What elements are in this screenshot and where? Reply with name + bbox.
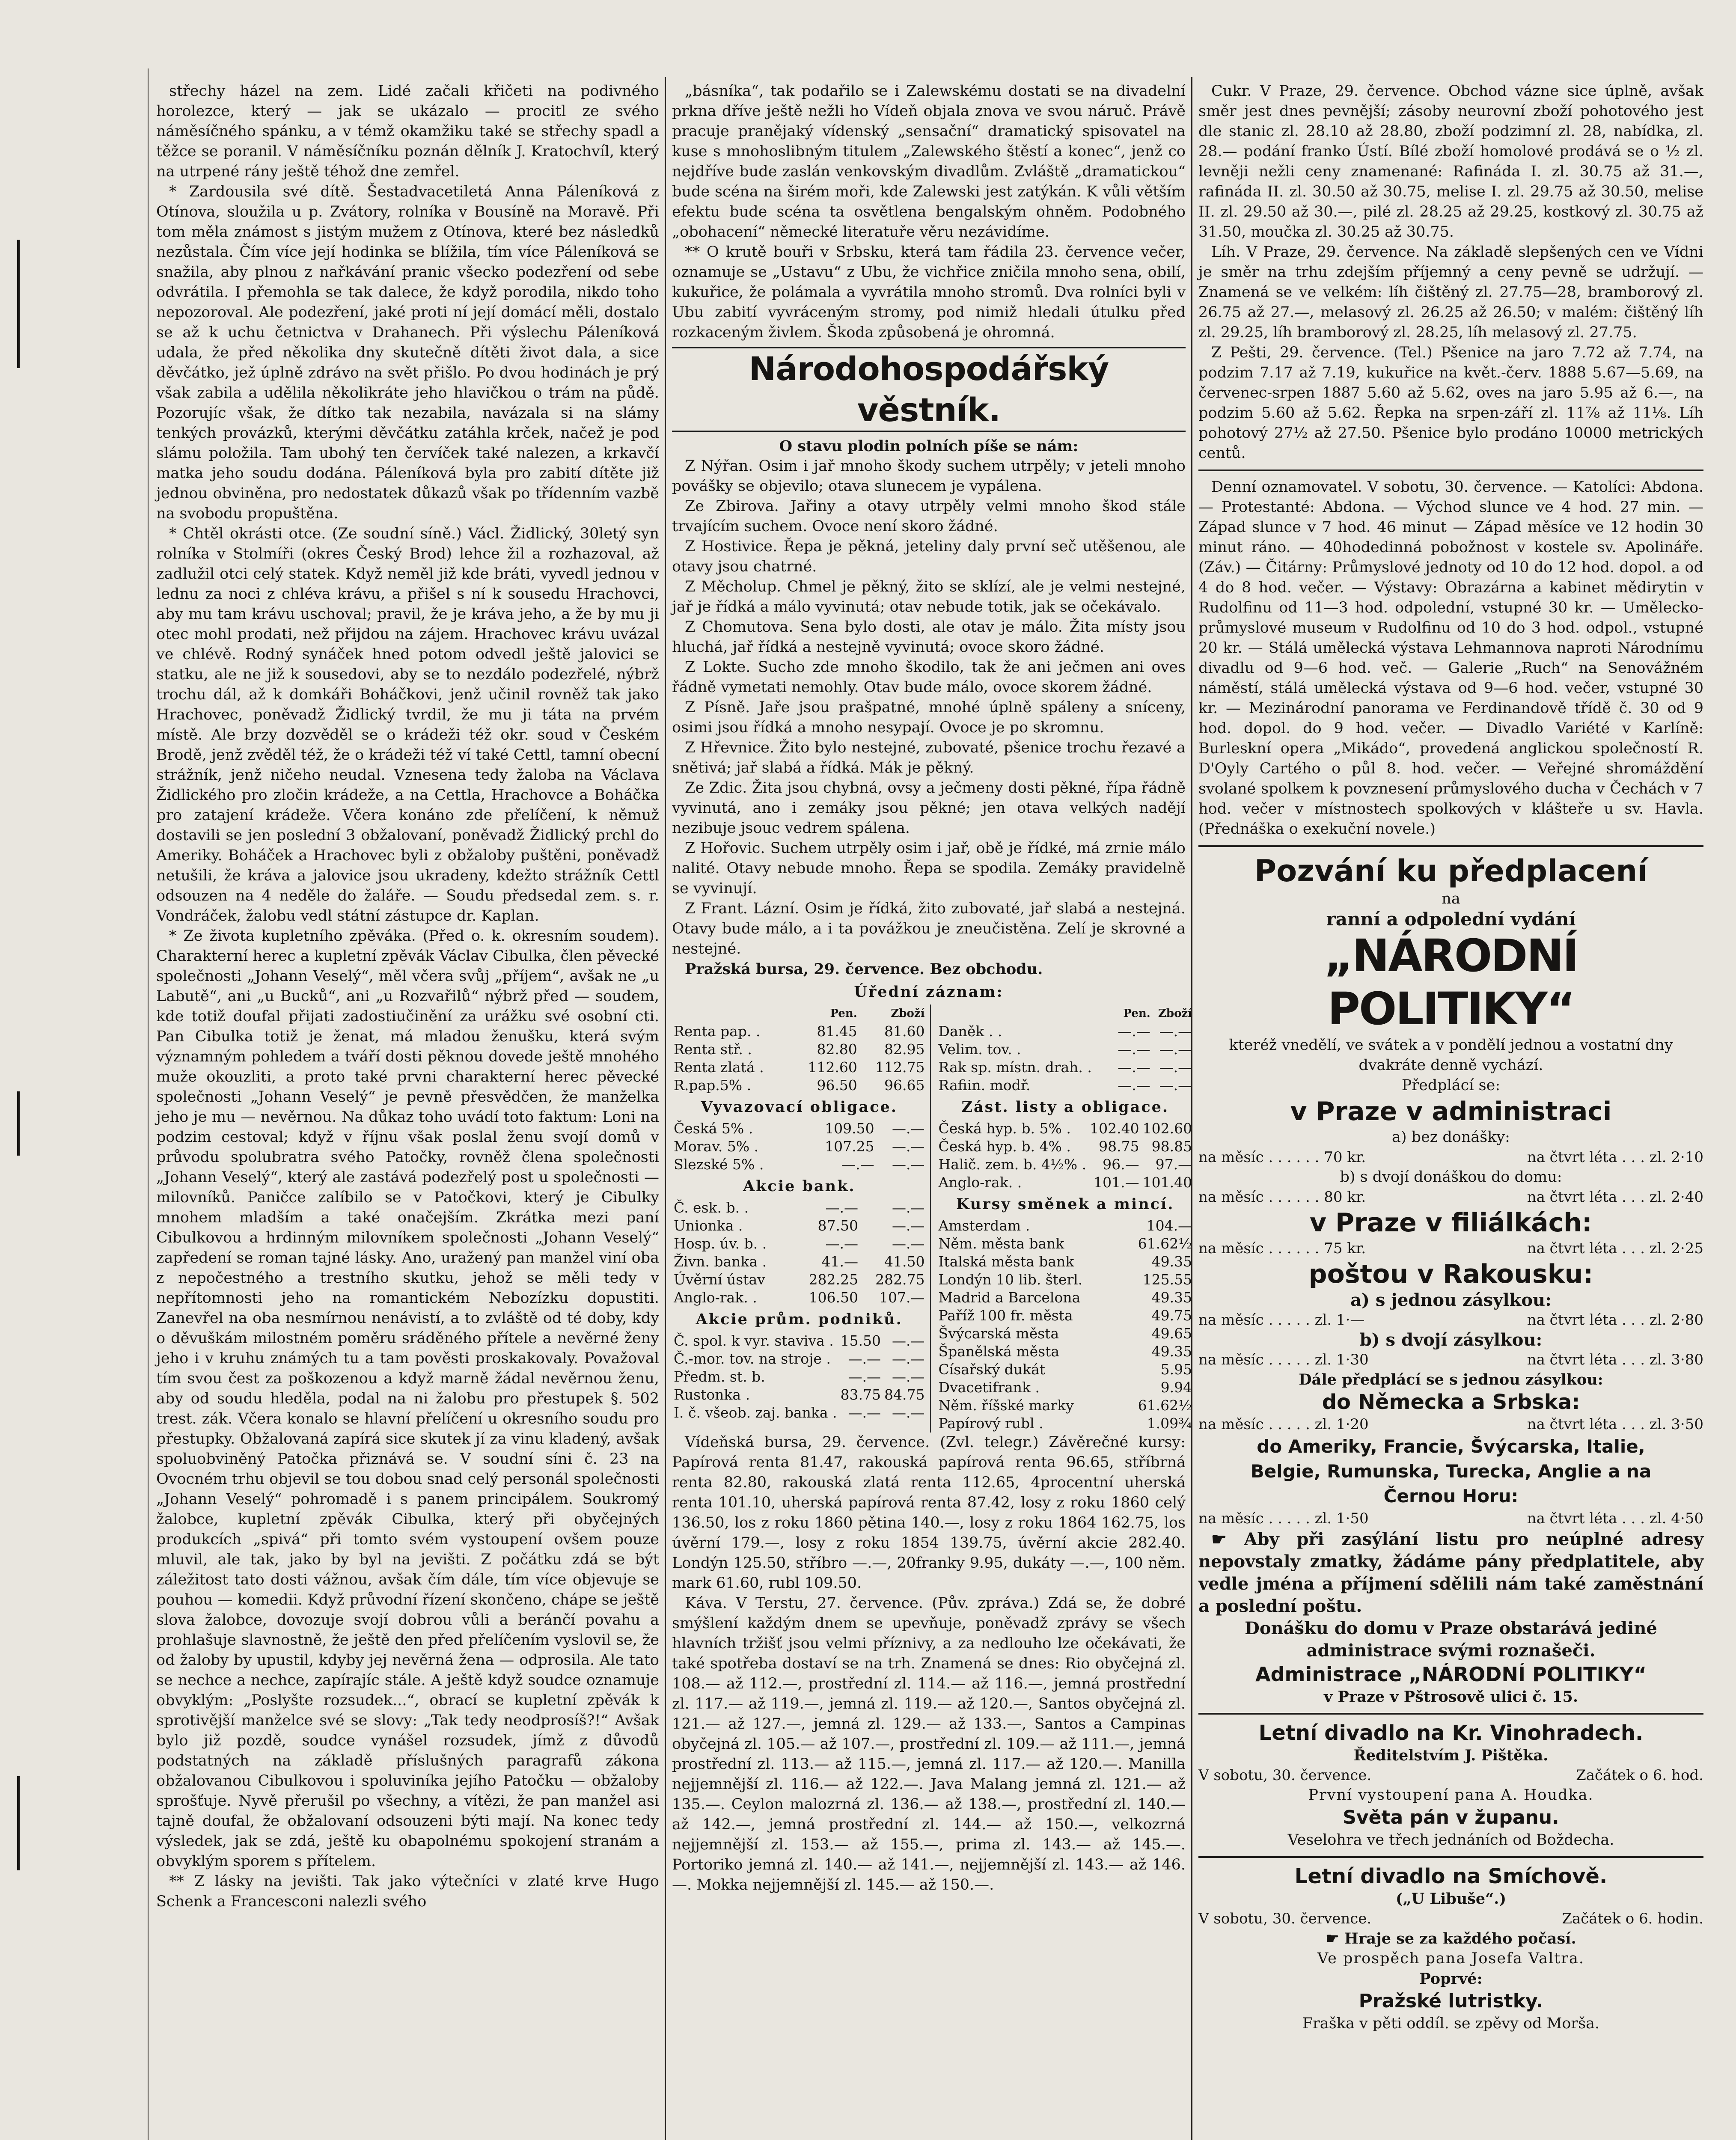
table-cell-zbozi: 82.95 — [884, 1041, 925, 1058]
table-cell-pen: 106.50 — [809, 1289, 859, 1306]
table-row — [937, 1253, 1194, 1271]
table-cell-val: 49.65 — [1151, 1325, 1192, 1342]
ad-date-row — [1198, 1766, 1703, 1785]
table-cell-name: Rak sp. místn. drah. . — [938, 1059, 1092, 1076]
table-row — [672, 1404, 927, 1422]
table-cell-name: Česká hyp. b. 5% . — [938, 1120, 1071, 1137]
table-row — [937, 1271, 1194, 1289]
column-divider — [665, 77, 666, 2140]
ad-date: V sobotu, 30. července. — [1198, 1910, 1372, 1927]
official-right-table — [937, 1005, 1194, 1094]
table-cell-name: Slezské 5% . — [674, 1156, 764, 1173]
margin-mark — [17, 240, 20, 368]
crop-report: Z Hořovic. Suchem utrpěly osim i jař, obě je řídké, má zrnie málo nalité. Otavy nebude mnoho. Řepa se spodila. Zemáky pravidelně se vyvinují. — [672, 840, 1186, 897]
price-right: na čtvrt léta . . . zl. 4·50 — [1527, 1510, 1703, 1527]
margin-mark — [17, 1776, 20, 1870]
report-heading: O stavu plodin polních píše se nám: — [779, 437, 1079, 455]
table-cell-zbozi: —.— — [892, 1332, 925, 1349]
daily-announcer: Denní oznamovatel. V sobotu, 30. července. — Katolíci: Abdona. — Protestanté: Abdona. — Východ slunce ve 4 hod. 27 min. — Západ slunce v 7 hod. 46 minut — Západ měsíce ve 12 hodin 30 minut ráno. — 40hodedinná pobožnost v kostele sv. Apolináře. (Záv.) — Čitárny: Průmyslové jednoty od 10 do 12 hod. dopol. a od 4 do 8 hod. večer. — Výstavy: Obrazárna a kabinet mědirytin v Rudolfinu od 11—3 hod. odpolední, vstupné 30 kr. — Umělecko-průmyslové museum v Rudolfinu od 10 do 3 hod. odpol., vstupné 20 kr. — Stálá umělecká výstava Lehmannova naproti Národnímu divadlu od 9—6 hod. več. — Galerie „Ruch“ na Senovážném náměstí, stálá umělecká výstava od 9—6 hod. večer, vstupné 30 kr. — Mezinárodní panorama ve Ferdinandově třídě č. 30 od 9 hod. dopol. do 9 hod. večer. — Divadlo Variété v Karlíně: Burleskní opera „Mikádo“, provedená anglickou společností R. D'Oyly Cartého o půl 8. hod. večer. — Veřejné shromáždění svolané spolkem k povznesení průmyslového ducha v Čechách v 7 hod. večer v místnostech spolkových v klášteře u sv. Havla. (Přednáška o exekuční novele.) — [1198, 479, 1703, 838]
col-zbozi: Zboží — [891, 1007, 925, 1020]
ad-text: Ředitelstvím J. Pištěka. — [1353, 1747, 1549, 1764]
table-header: Vyvazovací obligace. — [701, 1098, 898, 1116]
table-row — [672, 1156, 927, 1174]
table-header: Zást. listy a obligace. — [961, 1098, 1169, 1116]
table-cell-zbozi: —.— — [892, 1368, 925, 1385]
price-row — [1198, 1350, 1703, 1370]
table-cell-zbozi: 102.60 — [1142, 1120, 1192, 1137]
table-row — [937, 1076, 1194, 1094]
table-cell-name: Renta zlatá . — [674, 1059, 764, 1076]
table-cell-pen: 82.80 — [817, 1041, 857, 1058]
table-row — [672, 1386, 927, 1404]
ad-text: kteréž vnedělí, ve svátek a v pondělí jednou a vostatní dny dvakráte denně vychází. — [1229, 1037, 1673, 1074]
bourse-tables — [672, 1005, 1192, 1433]
crop-report: Z Písně. Jaře jsou prašpatné, mnohé úplně spáleny a sníceny, osimi jsou řídká a mnoho nesypají. Ovoce je po skromnu. — [672, 699, 1186, 736]
table-row — [937, 1289, 1194, 1307]
table-cell-name: Amsterdam . — [938, 1217, 1030, 1234]
akcie-table — [672, 1199, 927, 1307]
separator — [1198, 845, 1703, 847]
table-cell-zbozi: 282.75 — [875, 1271, 925, 1288]
ad-heading: Belgie, Rumunska, Turecka, Anglie a na — [1250, 1461, 1652, 1482]
table-cell-zbozi: —.— — [1159, 1059, 1192, 1076]
table-cell-zbozi: —.— — [892, 1235, 925, 1252]
ad-heading: Letní divadlo na Smíchově. — [1294, 1864, 1608, 1888]
table-cell-name: Č. spol. k vyr. staviva . — [674, 1332, 834, 1349]
table-cell-pen: 102.40 — [1090, 1120, 1139, 1137]
price-left: na měsíc . . . . . . 80 kr. — [1198, 1189, 1366, 1206]
table-row — [672, 1271, 927, 1289]
table-cell-zbozi: 96.65 — [884, 1077, 925, 1094]
price-row — [1198, 1310, 1703, 1330]
ad-subtitle: ranní a odpolední vydání — [1326, 909, 1576, 930]
table-row — [937, 1397, 1194, 1415]
article-text: střechy házel na zem. Lidé začali křičeti na podivného horolezce, který — jak se ukázalo — procitl ze svého náměsíčného spánku, a v témž okamžiku také se střechy spadl a těžce se poranil. V náměsíčníku poznán dělník J. Kratochvíl, který na utrpené rány ještě téhož dne zemřel. — [156, 83, 659, 180]
ad-heading: poštou v Rakousku: — [1308, 1259, 1593, 1289]
table-row — [672, 1253, 927, 1271]
table-header: Kursy směnek a mincí. — [956, 1195, 1174, 1213]
table-row — [672, 1076, 927, 1094]
table-row — [937, 1217, 1194, 1235]
price-left: na měsíc . . . . . zl. 1·30 — [1198, 1351, 1369, 1368]
table-cell-val: 61.62½ — [1138, 1235, 1192, 1252]
table-cell-pen: —.— — [1118, 1023, 1150, 1040]
table-cell-name: Česká 5% . — [674, 1120, 753, 1137]
ad-text: b) s dvojí donáškou do domu: — [1340, 1168, 1562, 1186]
table-cell-name: Papírový rubl . — [938, 1415, 1043, 1432]
ad-heading: do Německa a Srbska: — [1322, 1390, 1580, 1414]
table-cell-zbozi: —.— — [892, 1350, 925, 1367]
table-cell-pen: 109.50 — [825, 1120, 874, 1137]
table-row — [672, 1138, 927, 1156]
crop-report: Z Lokte. Sucho zde mnoho škodilo, tak že ani ječmen ani oves řádně vymetati nemohly. Otav bude málo, ovoce skorem žádné. — [672, 659, 1186, 696]
article-text: * Zardousila své dítě. Šestadvacetiletá Anna Páleníková z Otínova, sloužila u p. Zvátory, rolníka v Bousíně na Moravě. Při tom měla známost s jistým mužem z Otínova, které bez následků nezůstala. Čím více její hodinka se blížila, tím více Páleníková se snažila, aby plnou z nařkávání pranic všecko podezření od sebe odvrátila. I přemohla se tak dalece, že když porodila, nikdo toho nepozoroval. Ale podezření, jaké proti ní její domácí měli, dostalo se až k uchu četnictva v Drahanech. Při výslechu Páleníková udala, že před několika dny skutečně dítěti život dala, a sice děvčátko, jež úplně zdrávo na svět přišlo. Po dvou hodinách je prý však zabila a udělila několikráte jeho hlavičkou o trám na půdě. Pozorujíc však, že dítko tak nezabila, navázala si na slámy tenkých provázků, kterými děvčátku zatáhla krček, načež je pod slámu položila. Tam ubohý ten červíček také nalezen, a krkavčí matka jeho soudu dodána. Páleníková byla pro zabití dítěte již jednou obviněna, pro nedostatek důkazů však po třídenním vazbě na svobodu propuštěna. — [156, 183, 659, 522]
table-cell-val: 1.09¾ — [1147, 1415, 1192, 1432]
article-text: Líh. V Praze, 29. července. Na základě slepšených cen ve Vídni je směr na trhu zdejším příjemný a ceny pevně se udržují. — Znamená se ve velkém: líh čištěný zl. 27.75—28, bramborový zl. 26.75 až 27.—, melasový zl. 26.25 až 26.50; v malém: čištěný líh zl. 29.25, líh bramborový zl. 28.25, líh melasový zl. 27.75. — [1198, 244, 1703, 341]
article-text: ** Z lásky na jevišti. Tak jako výtečníci v zlaté krve Hugo Schenk a Francesconi nalezli svého — [156, 1873, 659, 1910]
official-left-table — [672, 1005, 927, 1094]
table-cell-pen: 282.25 — [809, 1271, 859, 1288]
column-3 — [1198, 81, 1703, 2140]
table-row — [672, 1368, 927, 1386]
table-cell-zbozi: —.— — [892, 1138, 925, 1155]
pointing-hand-icon: ☛ — [1211, 1529, 1244, 1549]
table-cell-name: Č.-mor. tov. na stroje . — [674, 1350, 831, 1367]
pointing-hand-icon: ☛ — [1326, 1930, 1344, 1947]
table-cell-pen: 98.75 — [1099, 1138, 1139, 1155]
table-cell-pen: 15.50 — [840, 1332, 881, 1349]
table-cell-name: Anglo-rak. . — [938, 1174, 1022, 1191]
col-pen: Pen. — [830, 1007, 857, 1020]
table-row — [672, 1058, 927, 1076]
table-cell-pen: 87.50 — [817, 1217, 859, 1234]
table-cell-name: Španělská města — [938, 1343, 1060, 1360]
column-1 — [156, 81, 659, 2140]
table-row — [937, 1325, 1194, 1343]
table-row — [672, 1120, 927, 1138]
table-cell-name: R.pap.5% . — [674, 1077, 752, 1094]
ad-delivery: Donášku do domu v Praze obstarává jediné administrace svými roznašeči. — [1245, 1618, 1657, 1661]
table-cell-val: 104.— — [1146, 1217, 1192, 1234]
table-cell-name: Rustonka . — [674, 1386, 750, 1403]
table-cell-pen: —.— — [1118, 1041, 1150, 1058]
column-2 — [672, 81, 1192, 2140]
table-row — [672, 1350, 927, 1368]
table-cell-name: Něm. říšské marky — [938, 1397, 1074, 1414]
table-cell-zbozi: 81.60 — [884, 1023, 925, 1040]
table-cell-name: Dvacetifrank . — [938, 1379, 1040, 1396]
subscription-ad — [1198, 853, 1703, 1707]
ad-text: b) s dvojí zásylkou: — [1359, 1330, 1543, 1350]
price-left: na měsíc . . . . . zl. 1·20 — [1198, 1416, 1369, 1433]
table-header: Akcie prům. podniků. — [696, 1311, 903, 1328]
ad-heading: Letní divadlo na Kr. Vinohradech. — [1258, 1721, 1644, 1745]
table-cell-zbozi: 107.— — [879, 1289, 925, 1306]
ad-text: Ve prospěch pana Josefa Valtra. — [1317, 1950, 1584, 1967]
table-row — [672, 1289, 927, 1307]
crop-report: Z Frant. Lázní. Osim je řídká, žito zubovaté, jař slabá a nestejná. Otavy bude málo, a i ta povážkou je zneučistěna. Zelí je skrovné a nestejné. — [672, 900, 1186, 957]
price-row — [1198, 1147, 1703, 1167]
table-cell-val: 49.35 — [1151, 1289, 1192, 1306]
table-cell-pen: 81.45 — [817, 1023, 857, 1040]
table-cell-name: Londýn 10 lib. šterl. — [938, 1271, 1083, 1288]
price-right: na čtvrt léta . . . zl. 2·40 — [1527, 1189, 1703, 1206]
table-cell-zbozi: 97.— — [1155, 1156, 1192, 1173]
table-cell-pen: —.— — [825, 1199, 859, 1216]
theatre-ad-vinohrady — [1198, 1721, 1703, 1850]
table-cell-pen: 96.— — [1103, 1156, 1139, 1173]
crop-report: Z Hřevnice. Žito bylo nestejné, zubovaté, pšenice trochu řezavé a snětivá; jař slabá a řídká. Mák je pěkný. — [672, 739, 1186, 776]
col-pen: Pen. — [1123, 1007, 1150, 1020]
table-row — [672, 1022, 927, 1040]
table-cell-pen: —.— — [1118, 1059, 1150, 1076]
table-cell-val: 49.35 — [1151, 1253, 1192, 1270]
table-row — [937, 1343, 1194, 1361]
ad-date-row — [1198, 1909, 1703, 1929]
table-cell-name: Madrid a Barcelona — [938, 1289, 1081, 1306]
article-text: Káva. V Terstu, 27. července. (Pův. zpráva.) Zdá se, že dobré smýšlení každým dnem se upevňuje, poněvadž zprávy se všech hlavních tržišť jsou velmi příznivy, a za nedlouho lze očekávati, že také spotřeba dostaví se na trh. Znamená se dnes: Rio obyčejná zl. 108.— až 112.—, prostřední zl. 114.— až 116.—, jemná prostřední zl. 117.— až 119.—, jemná zl. 119.— až 120.—, Santos obyčejná zl. 121.— až 127.—, jemná zl. 129.— až 133.—, Santos a Campinas obyčejná zl. 105.— až 107.—, prostřední zl. 109.— až 111.—, jemná prostřední zl. 113.— až 115.—, jemná zl. 117.— až 120.—. Manilla nejjemnější zl. 116.— až 122.—. Java Malang jemná zl. 121.— až 135.—. Ceylon malozrná zl. 136.— až 138.—, prostřední zl. 140.— až 142.—, jemná prostřední zl. 144.— až 150.—, velkozrná nejjemnější zl. 153.— až 155.—, prima zl. 143.— až 145.—. Portoriko jemná zl. 140.— až 141.—, nejjemnější zl. 143.— až 146.—. Mokka nejjemnější zl. 145.— až 150.—. — [672, 1595, 1186, 1893]
price-right: na čtvrt léta . . . zl. 2·80 — [1527, 1311, 1703, 1329]
article-text: Z Pešti, 29. července. (Tel.) Pšenice na jaro 7.72 až 7.74, na podzim 7.17 až 7.19, kukuřice na květ.-červ. 1888 5.67—5.69, na červenec-srpen 1887 5.60 až 5.62, oves na jaro 5.95 až 6.—, na podzim 5.60 až 5.62. Řepka na srpen-září zl. 11⅞ až 11⅛. Líh pohotový 27½ až 27.50. Pšenice bylo prodáno 10000 metrických centů. — [1198, 344, 1703, 462]
table-cell-name: Italská města bank — [938, 1253, 1074, 1270]
crop-report: Z Nýřan. Osim i jař mnoho škody suchem utrpěly; v jeteli mnoho povášky se objevilo; otava slunecem je vypálena. — [672, 458, 1186, 495]
price-row — [1198, 1187, 1703, 1207]
newspaper-masthead: „NÁRODNÍ POLITIKY“ — [1324, 930, 1578, 1035]
table-row — [937, 1058, 1194, 1076]
table-row — [937, 1415, 1194, 1433]
ad-text: Poprvé: — [1419, 1970, 1483, 1988]
bourse-line: Pražská bursa, 29. července. Bez obchodu. — [685, 960, 1043, 978]
ad-notice — [1198, 1528, 1703, 1617]
separator — [1198, 470, 1703, 471]
table-cell-zbozi: 101.40 — [1142, 1174, 1192, 1191]
table-cell-pen: 107.25 — [825, 1138, 874, 1155]
ad-heading: Černou Horu: — [1383, 1486, 1519, 1507]
price-right: na čtvrt léta . . . zl. 2·10 — [1527, 1149, 1703, 1166]
table-row — [937, 1379, 1194, 1397]
ad-text: Předplácí se: — [1401, 1077, 1501, 1094]
table-cell-name: Česká hyp. b. 4% . — [938, 1138, 1071, 1155]
table-cell-zbozi: —.— — [892, 1199, 925, 1216]
section-title: Národohospodářský věstník. — [672, 347, 1186, 432]
table-cell-val: 49.35 — [1151, 1343, 1192, 1360]
ad-text: a) s jednou zásylkou: — [1350, 1290, 1552, 1310]
table-cell-name: Velim. tov. . — [938, 1041, 1021, 1058]
ad-time: Začátek o 6. hodin. — [1562, 1910, 1703, 1927]
ad-heading: v Praze v administraci — [1290, 1097, 1612, 1126]
separator — [1198, 1713, 1703, 1715]
ad-heading: do Ameriky, Francie, Švýcarska, Italie, — [1257, 1436, 1645, 1457]
price-left: na měsíc . . . . . zl. 1·— — [1198, 1311, 1365, 1329]
table-cell-val: 61.62½ — [1138, 1397, 1192, 1414]
table-row — [937, 1174, 1194, 1192]
table-cell-zbozi: —.— — [1159, 1023, 1192, 1040]
ad-text: na — [1442, 890, 1460, 907]
price-left: na měsíc . . . . . zl. 1·50 — [1198, 1510, 1369, 1527]
table-cell-name: Hosp. úv. b. . — [674, 1235, 767, 1252]
table-row — [937, 1156, 1194, 1174]
table-cell-name: Živn. banka . — [674, 1253, 767, 1270]
table-row — [937, 1235, 1194, 1253]
table-row — [937, 1120, 1194, 1138]
table-cell-zbozi: —.— — [892, 1156, 925, 1173]
table-row — [672, 1235, 927, 1253]
table-cell-name: Anglo-rak. . — [674, 1289, 757, 1306]
table-row — [937, 1307, 1194, 1325]
table-cell-name: Daněk . . — [938, 1023, 1002, 1040]
table-cell-name: Úvěrní ústav — [674, 1271, 765, 1288]
table-row — [937, 1138, 1194, 1156]
table-cell-name: Císařský dukát — [938, 1361, 1046, 1378]
price-left: na měsíc . . . . . . 70 kr. — [1198, 1149, 1366, 1166]
table-row — [937, 1040, 1194, 1058]
table-header: Úřední záznam: — [854, 983, 1004, 1001]
table-row — [937, 1022, 1194, 1040]
crop-report: Z Měcholup. Chmel je pěkný, žito se sklízí, ale je velmi nestejné, jař je řídká a málo vyvinutá; otav nebude totik, jak se očekávalo. — [672, 578, 1186, 615]
crop-report: Z Hostivice. Řepa je pěkná, jeteliny daly první seč utěšenou, ale otavy jsou chatrné. — [672, 538, 1186, 575]
table-cell-val: 49.75 — [1151, 1307, 1192, 1324]
table-cell-pen: 41.— — [821, 1253, 859, 1270]
table-cell-name: Renta pap. . — [674, 1023, 761, 1040]
table-row — [937, 1361, 1194, 1379]
price-right: na čtvrt léta . . . zl. 3·80 — [1527, 1351, 1703, 1368]
table-cell-pen: 83.75 — [840, 1386, 881, 1403]
table-row — [672, 1040, 927, 1058]
crop-report: Ze Zbirova. Jařiny a otavy utrpěly velmi mnoho škod stále trvajícím suchem. Ovoce není skoro žádné. — [672, 498, 1186, 535]
ad-weather-row — [1198, 1929, 1703, 1949]
zast-table — [937, 1120, 1194, 1192]
ad-text: a) bez donášky: — [1392, 1129, 1510, 1146]
table-cell-name: Švýcarská města — [938, 1325, 1059, 1342]
page-margin-rule — [148, 68, 149, 2140]
ad-date: V sobotu, 30. července. — [1198, 1767, 1372, 1784]
col-zbozi: Zboží — [1158, 1007, 1192, 1020]
oblig-table — [672, 1120, 927, 1174]
table-row — [672, 1332, 927, 1350]
table-cell-zbozi: —.— — [892, 1120, 925, 1137]
table-row — [672, 1217, 927, 1235]
table-cell-name: Něm. města bank — [938, 1235, 1064, 1252]
bourse-right — [937, 1005, 1194, 1433]
ad-notice-text: Aby při zasýlání listu pro neúplné adresy nepovstaly zmatky, žádáme pány předplatitele, aby vedle jména a příjmení sdělili nám také zaměstnání a poslední poštu. — [1198, 1529, 1703, 1616]
ad-text: První vystoupení pana A. Houdka. — [1308, 1786, 1594, 1804]
price-right: na čtvrt léta . . . zl. 2·25 — [1527, 1240, 1703, 1257]
kursy-table — [937, 1217, 1194, 1433]
table-cell-pen: —.— — [848, 1368, 881, 1385]
table-cell-zbozi: 112.75 — [875, 1059, 925, 1076]
table-cell-val: 5.95 — [1160, 1361, 1192, 1378]
ad-weather: Hraje se za každého počasí. — [1344, 1930, 1576, 1947]
ad-address: v Praze v Pštrosově ulici č. 15. — [1323, 1688, 1578, 1706]
table-cell-zbozi: —.— — [1159, 1077, 1192, 1094]
article-text: „básníka“, tak podařilo se i Zalewskému dostati se na divadelní prkna dříve ještě nežli ho Vídeň objala znova ve svou náruč. Právě pracuje pranějaký vídenský „sensační“ dramatický spisovatel na kuse s mnohoslibným titulem „Zalewského štěstí a konec“, jenž co nejdříve bude zaslán venkovským divadlům. Zvláště „dramatickou“ bude scéna na širém moři, kde Zalewski jest zatýkán. K vůli větším efektu bude scéna ta osvětlena bengalským ohněm. Podobného „obohacení“ německé literatuře věru nezávidíme. — [672, 83, 1186, 241]
table-cell-pen: 96.50 — [817, 1077, 857, 1094]
play-title: Světa pán v županu. — [1343, 1807, 1559, 1828]
ad-title: Pozvání ku předplacení — [1254, 853, 1648, 889]
table-cell-name: Č. esk. b. . — [674, 1199, 749, 1216]
table-cell-pen: —.— — [825, 1235, 859, 1252]
table-cell-pen: —.— — [1118, 1077, 1150, 1094]
article-text: Vídeňská bursa, 29. července. (Zvl. telegr.) Závěrečné kursy: Papírová renta 81.47, rakouská papírová renta 96.65, stříbrná renta 82.80, rakouská zlatá renta 112.65, 4procentní uherská renta 101.10, uherská papírová renta 87.42, losy z roku 1860 celý 136.50, los z roku 1860 pětina 140.—, losy z roku 1864 162.75, los úvěrní 179.—, losy z roku 1854 139.75, úvěrní akcie 282.40. Londýn 125.50, stříbro —.—, 20franky 9.95, dukáty —.—, 100 něm. mark 61.60, rubl 109.50. — [672, 1434, 1186, 1592]
table-cell-zbozi: 41.50 — [884, 1253, 925, 1270]
table-cell-val: 125.55 — [1142, 1271, 1192, 1288]
theatre-ad-smichov — [1198, 1864, 1703, 2034]
table-cell-name: Morav. 5% . — [674, 1138, 759, 1155]
article-text: Cukr. V Praze, 29. července. Obchod vázne sice úplně, avšak směr jest dnes pevnější; zásoby neurovní zboží pohotového jest dle stanic zl. 28.10 až 28.80, zboží podzimní zl. 28, nabídka, zl. 28.— podání franko Ústí. Bílé zboží homolové prodává se o ½ zl. levněji nežli ceny znamenané: Rafináda I. zl. 30.75 až 31.—, rafináda II. zl. 30.50 až 30.75, melise I. zl. 29.75 až 30.50, melise II. zl. 29.50 až 30.—, pilé zl. 28.25 až 29.25, kostkový zl. 30.75 až 31.50, moučka zl. 30.25 až 30.75. — [1198, 83, 1703, 241]
table-cell-pen: 101.— — [1094, 1174, 1139, 1191]
price-row — [1198, 1239, 1703, 1258]
prum-table — [672, 1332, 927, 1422]
ad-admin: Administrace „NÁRODNÍ POLITIKY“ — [1255, 1663, 1647, 1686]
ad-time: Začátek o 6. hod. — [1576, 1767, 1703, 1784]
margin-mark — [17, 1091, 20, 1156]
table-cell-zbozi: —.— — [1159, 1041, 1192, 1058]
table-cell-zbozi: 84.75 — [884, 1386, 925, 1403]
table-row — [672, 1199, 927, 1217]
article-text: * Ze života kupletního zpěváka. (Před o. k. okresním soudem). Charakterní herec a kupletní zpěvák Václav Cibulka, člen pěvecké společnosti „Johann Veselý“, měl včera svůj „příjem“, avšak ne „u Labutě“, ani „u Bucků“, ani „u Rozvařilů“ nýbrž před — soudem, kde totiž doufal přijati zadostiučinění za urážku své osobní cti. Pan Cibulka totiž je ženat, má mladou ženušku, která svým významným pohledem a tváří dosti pěknou dovede ještě mnohého muže okouzliti, a proto také prvni charakterní herec pěvecké společnosti „Johann Veselý“ je pevně přesvědčen, že manželka jeho je mu — nevěrnou. Na důkaz toho uvádí toto faktum: Loni na podzim cestoval; když v říjnu však poslal ženu svojí domů v průvodu spolubratra svého Patočky, rovněž člena společnosti „Johann Veselý“, který ale zastává podezřelý post u společnosti — milovníků. Paničce zalíbilo se v Patočkovi, který je Cibulky mnohem mladším a také onačejším. Zkrátka mezi paní Cibulkovou a hrdinným milovníkem společnosti „Johann Veselý“ zapředení se roman tajné lásky. Ano, uražený pan manžel viní oba z nepočestného a trestního skutku, jehož se měli tedy v nepřítomnosti jeho na romantickém Nebozízku dopustiti. Zanevřel na oba nesmírnou nenávistí, a to zvláště od té doby, kdy o děvuškám milostném poměru sráděného přítele a nevěrné ženy jeho i v kruhu známých tu a tam pověsti proskakovaly. Považoval tím svou čest za poškozenou a když marně žádal nevěrnou ženu, aby od soudu hleděla, podal na ni žalobu pro přestupek §. 502 trest. zák. Včera konalo se hlavní přelíčení u okresního soudu pro přestupky. Obžalovaná zapírá sice skutek jí za vinu kladený, avšak spoluobviněný Patočka přiznává se. V soudní síni č. 23 na Ovocném trhu objevil se tou dobou snad celý personál společnosti „Johann Veselý“ pohromadě i s panem principálem. Soukromý žalobce, kupletní zpěvák Cibulka, který při obyčejných produkcích „spivá“ při tomto svém vystoupení ovšem pouze mluvil, ale tak, jako by byl na jevišti. Z počátku zdá se být záležitost tato dosti vážnou, avšak čím dále, tím více objevuje se pouhou — komedii. Když průvodní řízení skončeno, chápe se ještě slova žalobce, dovozuje svojí dobrou vůli a beránčí povahu a prohlašuje slavnostně, že ještě den před přelíčením vyslovil se, že od žaloby by upustil, kdyby jej nevěrná žena — odprosila. Ale tato se nechce a nechce, zapírajíc stále. A ještě když soudce oznamuje obvyklým: „Poslyšte rozsudek...“, obrací se kupletní zpěvák k sprotivější manželce své se slovy: „Tak tedy neodprosíš?!“ Avšak bylo již pozdě, soudce vynášel rozsudek, jímž z důvodů podstatných na základě příslušných paragrafů zákona obžalovanou Cibulkovou i spoluviníka jejího Patočku — obžaloby sprošťuje. Nyvě přerušil po všechny, a vítězi, že pan manžel asi tajně doufal, že obžalovaní odsouzeni býti mají. Na konec tedy výsledek, jak se zdá, ještě ku obapolnému spokojení stranám a obvyklým sporem s přítelem. — [156, 927, 659, 1870]
table-cell-zbozi: —.— — [892, 1217, 925, 1234]
table-cell-name: Rafiin. modř. — [938, 1077, 1031, 1094]
bourse-left — [672, 1005, 931, 1433]
separator — [1198, 1856, 1703, 1858]
ad-text: Veselohra ve třech jednáních od Boždecha. — [1287, 1831, 1614, 1849]
table-cell-val: 9.94 — [1160, 1379, 1192, 1396]
table-cell-zbozi: —.— — [892, 1404, 925, 1421]
table-cell-name: Předm. st. b. — [674, 1368, 765, 1385]
price-row — [1198, 1509, 1703, 1528]
table-cell-name: Unionka . — [674, 1217, 743, 1234]
ad-heading: v Praze v filiálkách: — [1310, 1208, 1592, 1238]
table-cell-pen: —.— — [841, 1156, 874, 1173]
price-right: na čtvrt léta . . . zl. 3·50 — [1527, 1416, 1703, 1433]
table-cell-name: Paříž 100 fr. města — [938, 1307, 1073, 1324]
price-row — [1198, 1415, 1703, 1434]
table-cell-pen: 112.60 — [808, 1059, 857, 1076]
table-cell-zbozi: 98.85 — [1151, 1138, 1192, 1155]
article-text: ** O krutě bouři v Srbsku, která tam řádila 23. července večer, oznamuje se „Ustavu“ z Ubu, že vichřice zničila mnoho sena, obilí, kukuřice, že polámala a vyvrátila mnoho stromů. Dva rolníci byli v Ubu zabití vyvráceným stromy, pod nimiž hledali útulku před rozkaceným živlem. Škoda způsobená je ohromná. — [672, 244, 1186, 341]
table-cell-pen: —.— — [848, 1350, 881, 1367]
ad-text: („U Libuše“.) — [1395, 1890, 1507, 1908]
crop-report: Z Chomutova. Sena bylo dosti, ale otav je málo. Žita místy jsou hluchá, jař řídká a nestejně vyvinutá; ovoce skoro žádné. — [672, 618, 1186, 656]
ad-text: Fraška v pěti oddíl. se zpěvy od Morša. — [1302, 2015, 1600, 2032]
price-left: na měsíc . . . . . . 75 kr. — [1198, 1240, 1366, 1257]
table-cell-name: Renta stř. . — [674, 1041, 752, 1058]
table-cell-name: Halič. zem. b. 4½% . — [938, 1156, 1087, 1173]
article-text: * Chtěl okrásti otce. (Ze soudní síně.) Václ. Židlický, 30letý syn rolníka v Stolmíři (okres Český Brod) lehce žil a rozhazoval, až zadlužil otci celý statek. Když neměl již kde bráti, vyvedl jednou v lednu za noci z chléva krávu, a přišel s ní k sousedu Hrachovci, aby mu tam krávu uschoval; pravil, že je kráva jeho, a že by mu ji otec mohl prodati, než přijdou na zájem. Hrachovec krávu uvázal ve chlévě. Rodný synáček hned potom odvedl ještě jalovici se statku, ale ne již k sousedovi, aby se to nezdálo podezřelé, nýbrž trochu dál, až k domkáři Boháčkovi, jenž učinil rovněž tak jako Hrachovec, poněvadž Židlický tvrdil, že mu ji táta na prvém místě. Ale brzy dozvěděl se o krádeži též okr. soud v Českém Brodě, jenž zvěděl též, že o krádeži též ví také Cettl, tamní obecní strážník, jenž ničeho neudal. Vznesena tedy žaloba na Václava Židlického pro zločin krádeže, a na Cettla, Hrachovce a Boháčka pro zatajení krádeže. Včera konáno zde přelíčení, k němuž dostavili se jen poslední 3 obžalovaní, poněvadž Židlický prchl do Ameriky. Boháček a Hrachovec byli z obžaloby puštěni, poněvadž netušili, že kráva a jalovice jsou ukradeny, kdežto strážník Cettl odsouzen na 4 neděle do žaláře. — Soudu předsedal zem. s. r. Vondráček, žalobu vedl státní zástupce dr. Kaplan. — [156, 525, 659, 924]
play-title: Pražské lutristky. — [1358, 1990, 1543, 2012]
table-cell-pen: —.— — [848, 1404, 881, 1421]
table-header: Akcie bank. — [743, 1177, 856, 1195]
table-cell-name: I. č. všeob. zaj. banka . — [674, 1404, 837, 1421]
ad-text: Dále předplácí se s jednou zásylkou: — [1299, 1371, 1603, 1388]
crop-report: Ze Zdic. Žita jsou chybná, ovsy a ječmeny dosti pěkné, řípa řádně vyvinutá, ano i zemáky jsou pěkné; jen otava velkých nadějí nezibuje jsouc vedrem spálena. — [672, 779, 1186, 837]
